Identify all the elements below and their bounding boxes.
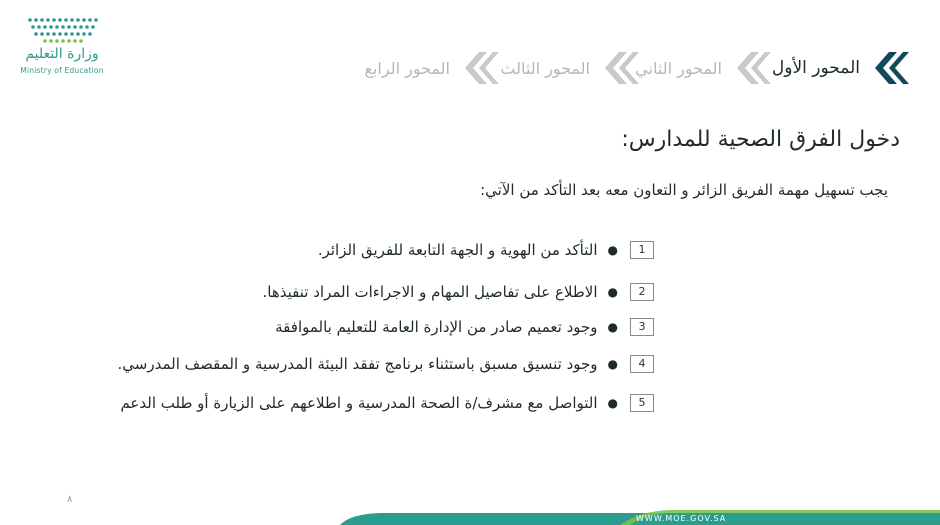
axis-tab-label: المحور الثاني [635, 58, 722, 78]
double-chevron-icon [456, 46, 500, 90]
item-number-box: 4 [630, 355, 654, 373]
list-item [318, 238, 654, 262]
list-item [118, 352, 655, 376]
item-text: التواصل مع مشرف/ة الصحة المدرسية و اطلاعهم على الزيارة أو طلب الدعم [120, 394, 598, 412]
item-text: وجود تعميم صادر من الإدارة العامة للتعليم بالموافقة [275, 318, 598, 336]
list-item [120, 391, 654, 415]
double-chevron-icon [596, 46, 640, 90]
ministry-logo [20, 16, 105, 82]
double-chevron-icon [866, 46, 910, 90]
item-text: التأكد من الهوية و الجهة التابعة للفريق الزائر. [317, 241, 598, 259]
axis-tab-label: المحور الثالث [500, 58, 590, 78]
axis-tab-4[interactable] [364, 46, 500, 90]
axis-tab-2[interactable] [635, 46, 772, 90]
list-item [275, 315, 654, 339]
item-number-box: 3 [630, 318, 654, 336]
logo-english-text: Ministry of Education [20, 66, 104, 75]
bullet-icon: ● [607, 357, 618, 371]
axis-tab-label: المحور الأول [771, 58, 860, 78]
item-number-box: 5 [630, 394, 654, 412]
list-item [263, 280, 654, 304]
bullet-icon: ● [607, 285, 618, 299]
item-text: وجود تنسيق مسبق باستثناء برنامج تفقد البيئة المدرسية و المقصف المدرسي. [117, 355, 598, 373]
item-number-box: 2 [630, 283, 654, 301]
bullet-icon: ● [607, 243, 618, 257]
axis-tab-3[interactable] [500, 46, 640, 90]
page-number: ٨ [67, 494, 73, 505]
page-title: دخول الفرق الصحية للمدارس: [621, 127, 900, 152]
double-chevron-icon [728, 46, 772, 90]
axis-tab-label: المحور الرابع [364, 58, 450, 78]
bullet-icon: ● [607, 396, 618, 410]
bullet-icon: ● [607, 320, 618, 334]
item-text: الاطلاع على تفاصيل المهام و الاجراءات المراد تنفيذها. [262, 283, 598, 301]
axis-tab-1[interactable] [772, 46, 910, 90]
item-number-box: 1 [630, 241, 654, 259]
footer-url[interactable]: WWW.MOE.GOV.SA [636, 514, 727, 523]
intro-text: يجب تسهيل مهمة الفريق الزائر و التعاون معه بعد التأكد من الآتي: [480, 181, 888, 199]
logo-dots-icon [26, 16, 102, 44]
logo-arabic-text: وزارة التعليم [25, 46, 99, 62]
